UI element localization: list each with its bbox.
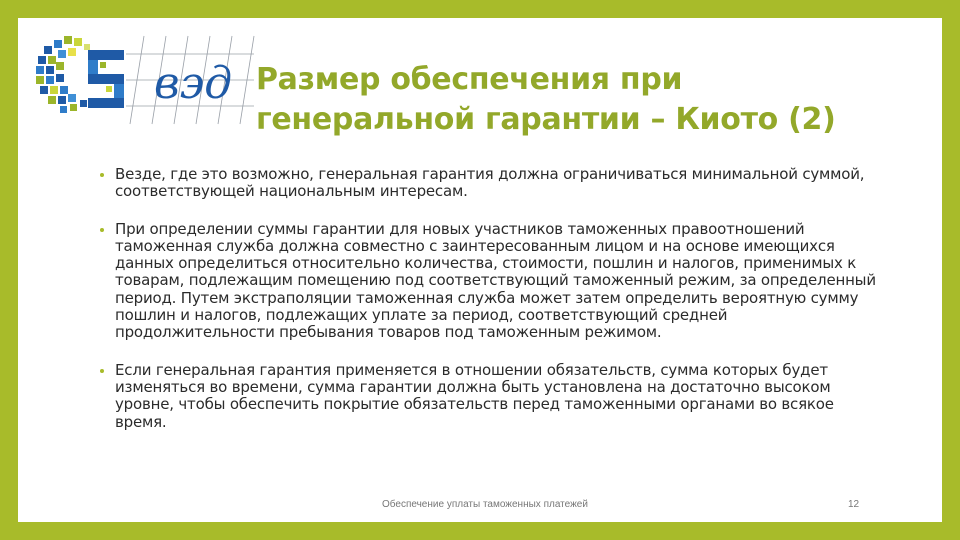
title-line-1: Размер обеспечения при [256, 62, 683, 97]
slide [18, 18, 942, 522]
footer-text: Обеспечение уплаты таможенных платежей [382, 499, 588, 510]
logo-script-text: вэд [154, 58, 233, 109]
title-line-2: генеральной гарантии – Киото (2) [256, 102, 836, 137]
bullet-item: Если генеральная гарантия применяется в отношении обязательств, сумма которых будет изменяться во времени, сумма гарантии должна быть установлена на достаточно высоком уровне, чтобы обеспечить покрытие обязательств перед таможенными органами во всякое время. [100, 362, 880, 431]
bullet-item: При определении суммы гарантии для новых участников таможенных правоотношений таможенная служба должна совместно с заинтересованным лицом и на основе имеющихся данных определиться относительно количества, стоимости, пошлин и налогов, применимых к товарам, подлежащим помещению под соответствующий таможенный режим, за определенный период. Путем экстраполяции таможенная служба может затем определить вероятную сумму пошлин и налогов, подлежащих уплате за период, соответствующий средней продолжительности пребывания товаров под таможенным режимом. [100, 221, 880, 342]
slide-title [256, 60, 926, 140]
bullet-list [100, 166, 880, 451]
globe-grid-logo-icon [36, 36, 90, 113]
page-number: 12 [848, 499, 860, 510]
bullet-item: Везде, где это возможно, генеральная гарантия должна ограничиваться минимальной суммой, соответствующей национальным интересам. [100, 166, 880, 201]
logo-icon [26, 24, 258, 134]
s-block-icon [88, 50, 124, 108]
